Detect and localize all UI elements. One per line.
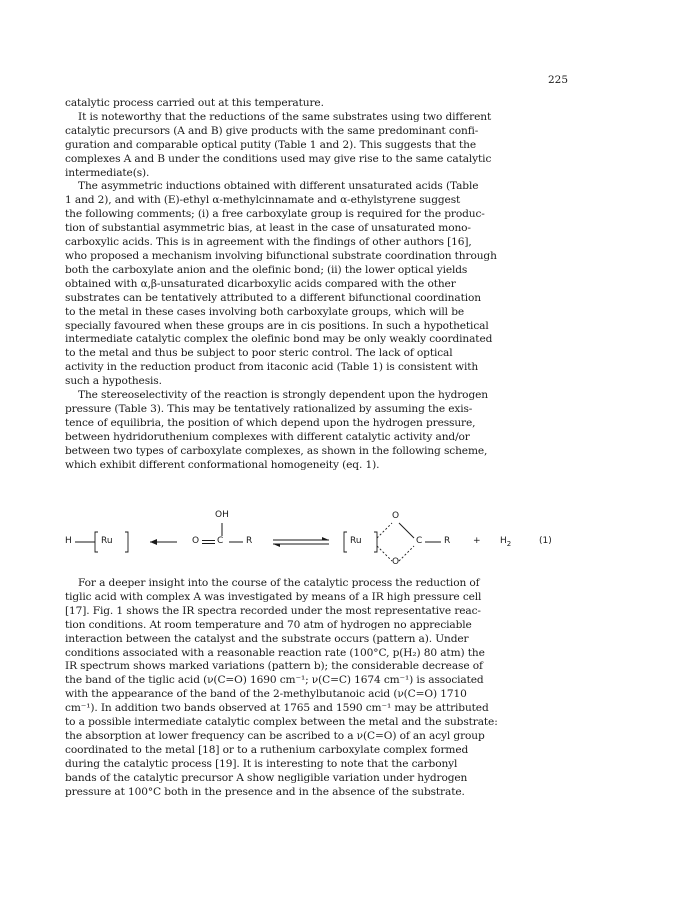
reaction-scheme	[65, 505, 625, 573]
text-line: IR spectrum shows marked variations (pattern b); the considerable decrease of	[65, 660, 483, 673]
ru-o-top-dashed	[377, 523, 392, 538]
text-line: intermediate(s).	[65, 166, 150, 179]
text-line: the following comments; (i) a free carboxylate group is required for the produc-	[65, 208, 485, 221]
text-line: complexes A and B under the conditions used may give rise to the same catalytic	[65, 152, 492, 165]
text-line: guration and comparable optical putity (Table 1 and 2). This suggests that the	[65, 138, 476, 151]
h-atom: H	[65, 536, 72, 546]
h2-subscript: 2	[506, 539, 512, 548]
text-line: pressure at 100°C both in the presence and in the absence of the substrate.	[65, 785, 465, 798]
text-line: intermediate catalytic complex the olefinic bond may be only weakly coordinated	[65, 333, 493, 346]
h2-label	[500, 536, 511, 548]
c-mid-label: C	[217, 536, 224, 546]
text-line: substrates can be tentatively attributed to a different bifunctional coordination	[65, 291, 481, 304]
text-line: The asymmetric inductions obtained with different unsaturated acids (Table	[78, 180, 479, 193]
text-line: the absorption at lower frequency can be ascribed to a ν(C=O) of an acyl group	[65, 729, 485, 742]
plus-sign: +	[473, 536, 481, 546]
o-bottom-label: O	[392, 557, 400, 567]
ru-bracket-right	[125, 532, 128, 552]
equation-number: (1)	[539, 536, 552, 546]
text-line: such a hypothesis.	[65, 375, 162, 388]
text-line: both the carboxylate anion and the olefinic bond; (ii) the lower optical yields	[65, 263, 468, 276]
o-top-label: O	[392, 511, 400, 521]
text-line: to a possible intermediate catalytic complex between the metal and the substrate:	[65, 716, 498, 729]
text-line: activity in the reduction product from itaconic acid (Table 1) is consistent with	[65, 361, 479, 374]
text-line: tence of equilibria, the position of which depend upon the hydrogen pressure,	[65, 416, 476, 429]
text-line: to the metal and thus be subject to poor steric control. The lack of optical	[65, 347, 453, 360]
r-right-label: R	[444, 536, 451, 546]
ru-label: Ru	[101, 536, 113, 546]
arrow-head	[150, 539, 157, 545]
text-line: with the appearance of the band of the 2-methylbutanoic acid (ν(C=O) 1710	[65, 688, 467, 701]
text-line: For a deeper insight into the course of the catalytic process the reduction of	[78, 577, 480, 589]
text-line: catalytic process carried out at this temperature.	[65, 97, 324, 109]
text-line: tion conditions. At room temperature and 70 atm of hydrogen no appreciable	[65, 618, 472, 631]
page-number: 225	[548, 74, 569, 86]
text-line: conditions associated with a reasonable reaction rate (100°C, p(H₂) 80 atm) the	[65, 646, 485, 659]
text-line: to the metal in these cases involving both carboxylate groups, which will be	[65, 305, 464, 318]
text-line: between hydridoruthenium complexes with different catalytic activity and/or	[65, 430, 470, 443]
text-line: who proposed a mechanism involving bifunctional substrate coordination through	[65, 249, 497, 262]
text-line: pressure (Table 3). This may be tentatively rationalized by assuming the exis-	[65, 402, 473, 415]
text-line: specially favoured when these groups are in cis positions. In such a hypothetical	[65, 319, 489, 332]
text-line: during the catalytic process [19]. It is interesting to note that the carbonyl	[65, 757, 458, 770]
text-line: bands of the catalytic precursor A show negligible variation under hydrogen	[65, 771, 468, 784]
text-line: The stereoselectivity of the reaction is strongly dependent upon the hydrogen	[78, 389, 488, 402]
text-line: carboxylic acids. This is in agreement with the findings of other authors [16],	[65, 236, 472, 249]
text-line: catalytic precursors (A and B) give products with the same predominant confi-	[65, 124, 479, 137]
text-line: It is noteworthy that the reductions of the same substrates using two different	[78, 110, 492, 123]
o-left-label: O	[192, 536, 200, 546]
ru-o-bottom-dashed	[377, 546, 392, 561]
oh-label: OH	[215, 510, 229, 520]
o-top-c-bond	[399, 523, 414, 538]
text-line: obtained with α,β-unsaturated dicarboxylic acids compared with the other	[65, 277, 456, 290]
r-mid-label: R	[246, 536, 253, 546]
c-right-label: C	[416, 536, 423, 546]
text-line: [17]. Fig. 1 shows the IR spectra recorded under the most representative reac-	[65, 604, 481, 617]
ru2-bracket-left	[344, 532, 347, 552]
h2-h: H	[500, 536, 507, 546]
text-line: between two types of carboxylate complexes, as shown in the following scheme,	[65, 444, 488, 457]
ru2-bracket-right	[374, 532, 377, 552]
ru-bracket-left	[95, 532, 98, 552]
text-line: which exhibit different conformational homogeneity (eq. 1).	[65, 458, 380, 471]
text-line: cm⁻¹). In addition two bands observed at 1765 and 1590 cm⁻¹ may be attributed	[65, 702, 489, 715]
text-line: the band of the tiglic acid (ν(C=O) 1690 cm⁻¹; ν(C=C) 1674 cm⁻¹) is associated	[65, 674, 484, 687]
text-line: tion of substantial asymmetric bias, at least in the case of unsaturated mono-	[65, 222, 471, 235]
body-text-top	[65, 97, 590, 472]
body-text-bottom	[65, 577, 590, 800]
o-bottom-c-bond	[399, 546, 414, 561]
ru2-label: Ru	[350, 536, 362, 546]
text-line: 1 and 2), and with (E)-ethyl α-methylcinnamate and α-ethylstyrene suggest	[65, 194, 461, 207]
text-line: tiglic acid with complex A was investigated by means of a IR high pressure cell	[65, 590, 482, 603]
text-line: interaction between the catalyst and the substrate occurs (pattern a). Under	[65, 632, 469, 645]
text-line: coordinated to the metal [18] or to a ruthenium carboxylate complex formed	[65, 743, 469, 756]
